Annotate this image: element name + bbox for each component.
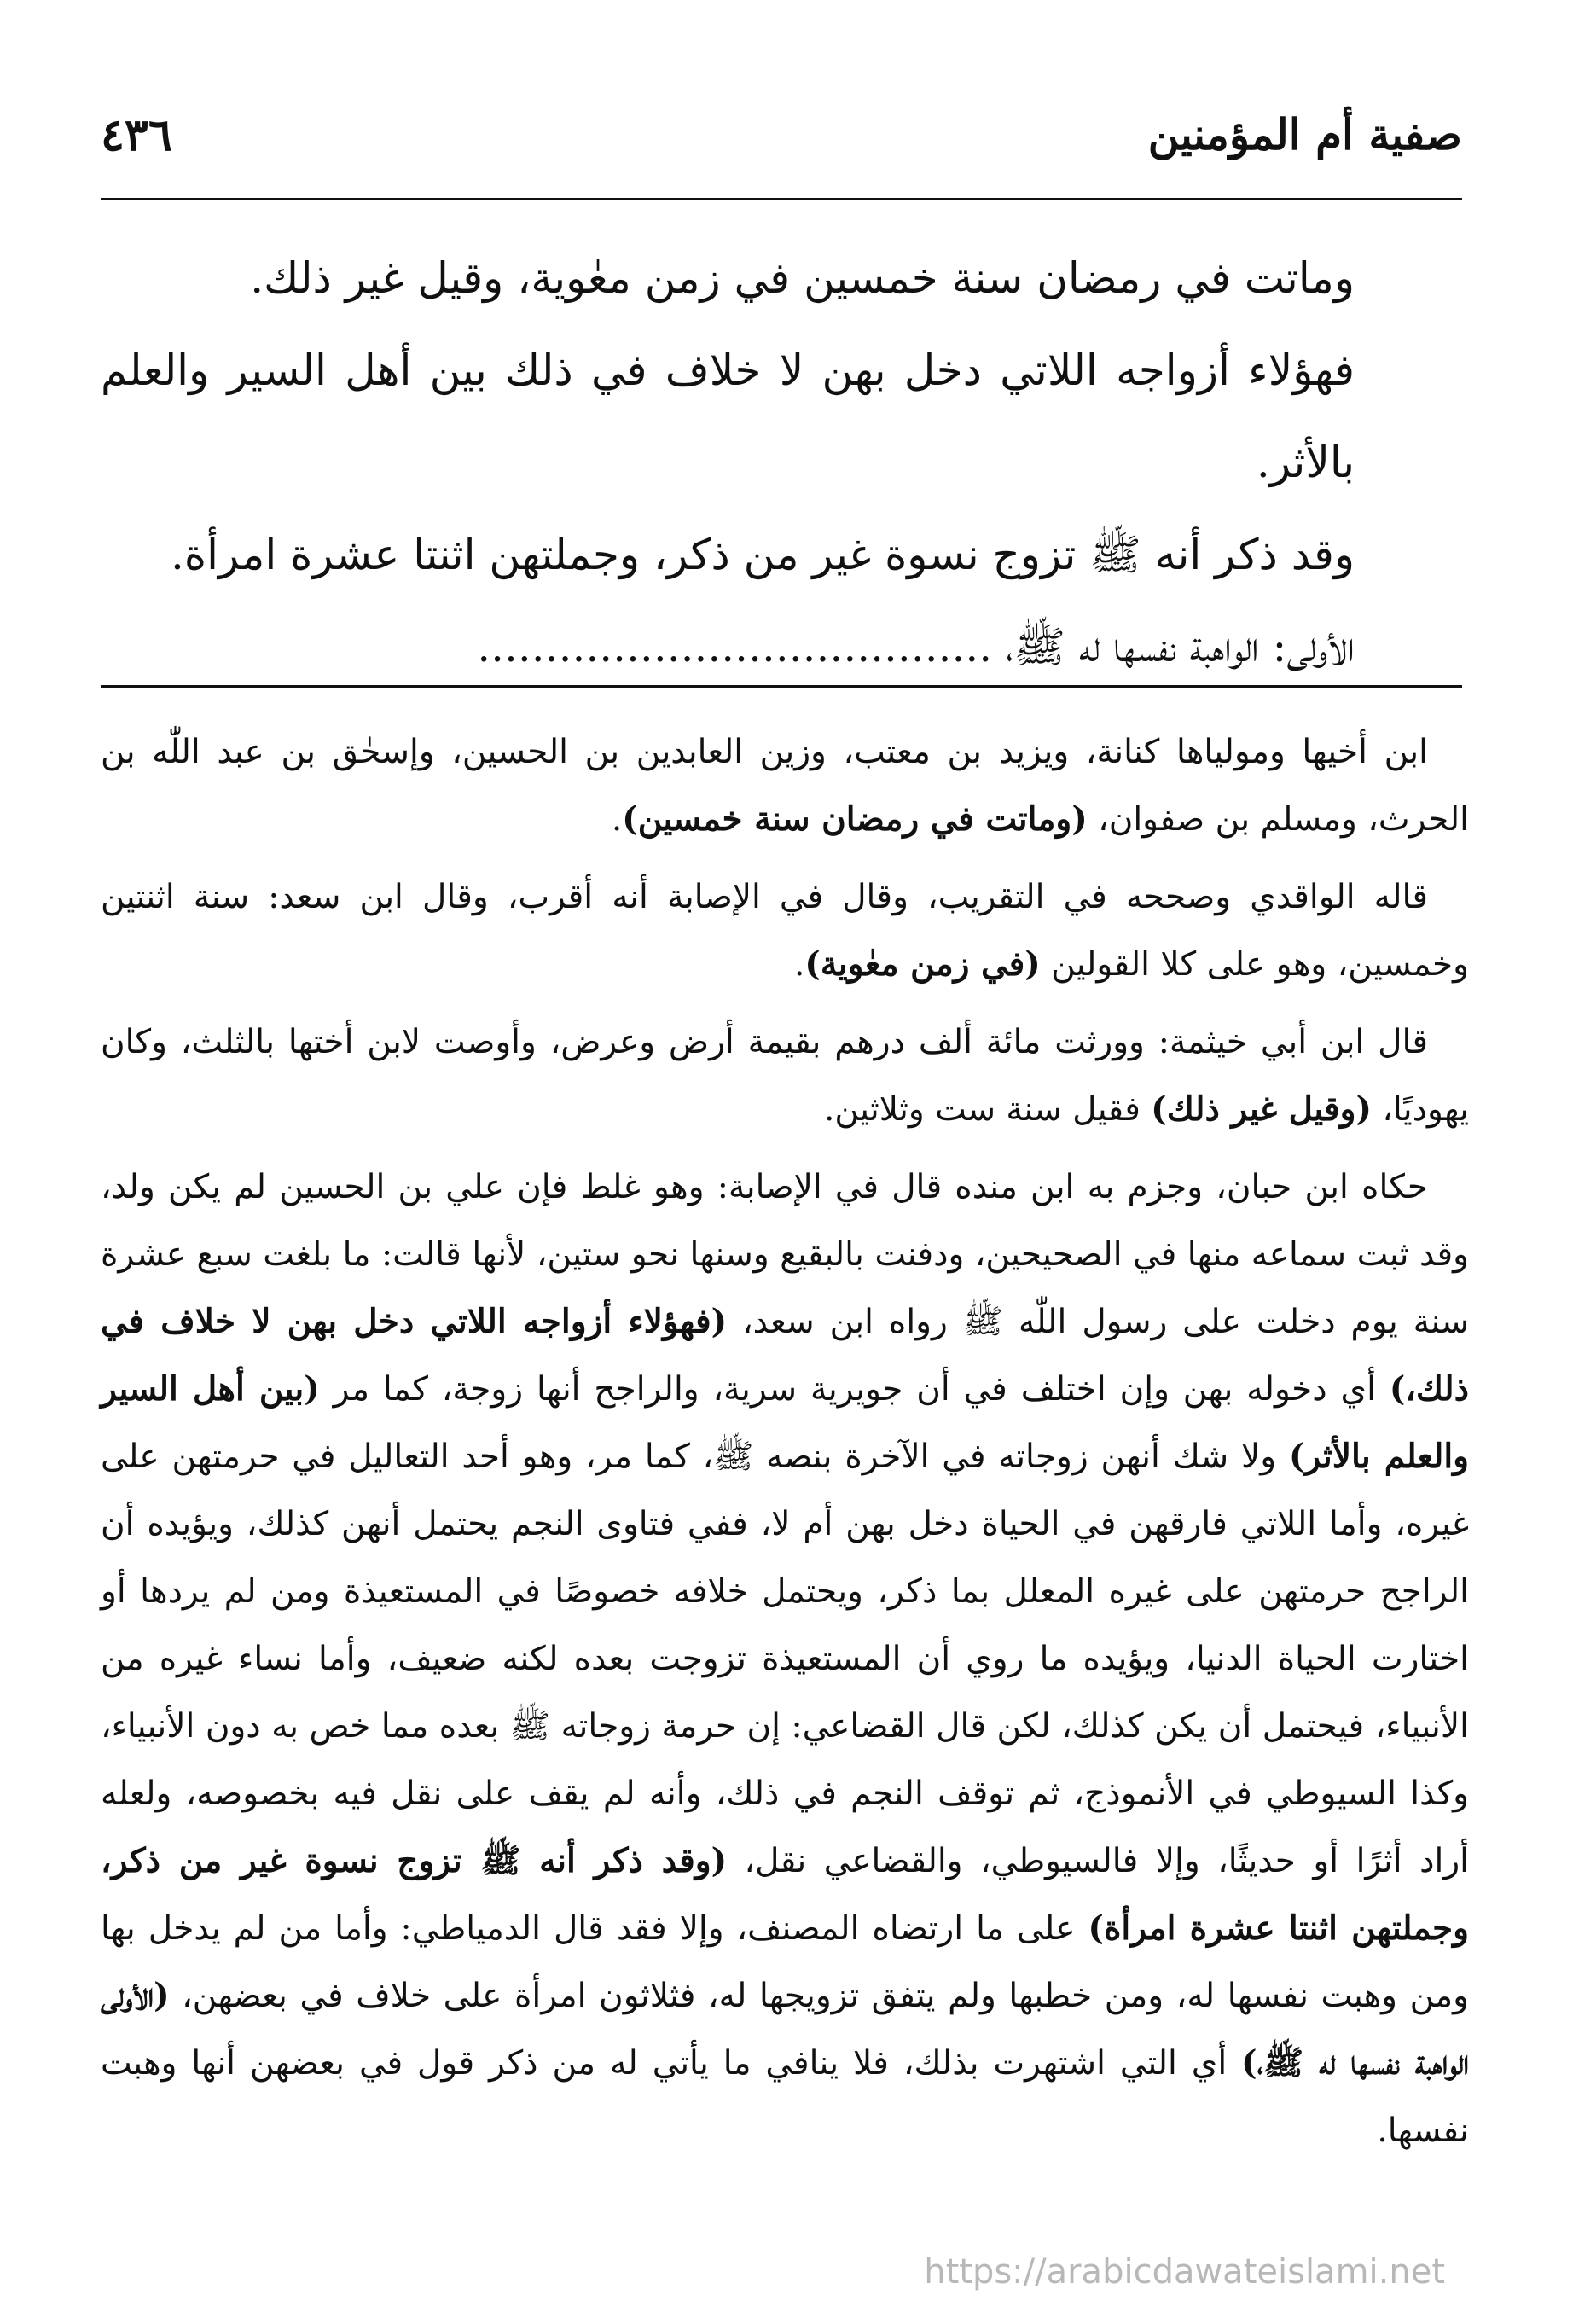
main-paragraph: وماتت في رمضان سنة خمسين في زمن معٰوية، وقيل غير ذلك.	[250, 253, 1355, 303]
quoted-main-text: (وقيل غير ذلك)	[1151, 1089, 1372, 1129]
commentary-segment: .	[611, 800, 623, 839]
commentary-paragraph	[101, 863, 1469, 998]
quoted-main-text: (فهؤلاء أزواجه اللاتي دخل بهن لا خلاف في ذلك،)	[101, 1302, 1469, 1409]
commentary-segment: فقيل سنة ست وثلاثين.	[824, 1090, 1152, 1129]
main-paragraph: فهؤلاء أزواجه اللاتي دخل بهن لا خلاف في ذلك بين أهل السير والعلم بالأثر.	[101, 346, 1355, 487]
commentary-segment: ولا شك أنهن زوجاته في الآخرة بنصه ﷺ، كما مر، وهو أحد التعاليل في حرمتهن على غيره، وأما اللاتي فارقهن في الحياة دخل بهن أم لا، ففي فتاوى النجم يحتمل أنهن كذلك، ويؤيده أن الراجح حرمتهن على غيره المعلل بما ذكر، ويحتمل خلافه خصوصًا في المستعيذة ومن لم يردها أو اختارت الحياة الدنيا، ويؤيده ما روي أن المستعيذة تزوجت بعده لكنه ضعيف، وأما نساء غيره من الأنبياء، فيحتمل أن يكن كذلك، لكن قال القضاعي: إن حرمة زوجاته ﷺ بعده مما خص به دون الأنبياء، وكذا السيوطي في الأنموذج، ثم توقف النجم في ذلك، وأنه لم يقف على نقل فيه بخصوصه، ولعله أراد أثرًا أو حديثًا، وإلا فالسيوطي، والقضاعي نقل،	[101, 1438, 1469, 1880]
watermark-url: https://arabicdawateislami.net	[924, 2252, 1445, 2292]
commentary-segment: قال ابن أبي خيثمة: وورثت مائة ألف درهم بقيمة أرض وعرض، وأوصت لابن أختها بالثلث، وكان يهوديًا،	[101, 1023, 1469, 1129]
commentary-segment: أي التي اشتهرت بذلك، فلا ينافي ما يأتي له من ذكر قول في بعضهن أنها وهبت نفسها.	[101, 2044, 1469, 2150]
running-title: صفية أم المؤمنين	[1147, 109, 1462, 160]
quoted-main-text: (بين أهل السير والعلم بالأثر)	[101, 1369, 1469, 1476]
page-header	[101, 101, 1462, 177]
main-text	[101, 232, 1355, 693]
header-rule	[101, 198, 1462, 200]
page-number: ٤٣٦	[101, 109, 172, 161]
commentary-segment: ابن أخيها ومولياها كنانة، ويزيد بن معتب، وزين العابدين بن الحسين، وإسحٰق بن عبد اللّٰه بن الحرث، ومسلم بن صفوان،	[101, 733, 1469, 839]
main-paragraph: وقد ذكر أنه ﷺ تزوج نسوة غير من ذكر، وجملتهن اثنتا عشرة امرأة.	[170, 530, 1355, 579]
commentary-paragraph	[101, 1153, 1469, 2164]
text-separator-rule	[101, 685, 1462, 688]
commentary-segment: حكاه ابن حبان، وجزم به ابن منده قال في الإصابة: وهو غلط فإن علي بن الحسين لم يكن ولد، وقد ثبت سماعه منها في الصحيحين، ودفنت بالبقيع وسنها نحو ستين، لأنها قالت: ما بلغت سبع عشرة سنة يوم دخلت على رسول اللّٰه ﷺ رواه ابن سعد،	[101, 1168, 1469, 1341]
commentary-segment: قاله الواقدي وصححه في التقريب، وقال في الإصابة أنه أقرب، وقال ابن سعد: سنة اثنتين وخمسين، وهو على كلا القولين	[101, 878, 1469, 984]
quoted-main-text: (في زمن معٰوية)	[804, 944, 1041, 984]
commentary-text	[101, 718, 1469, 2175]
commentary-paragraph	[101, 718, 1469, 853]
commentary-segment: على ما ارتضاه المصنف، وإلا فقد قال الدمياطي: وأما من لم يدخل بها ومن وهبت نفسها له، ومن خطبها ولم يتفق تزويجها له، فثلاثون امرأة على خلاف في بعضهن،	[101, 1909, 1469, 2015]
quoted-main-text: (وقد ذكر أنه ﷺ تزوج نسوة غير من ذكر، وجملتهن اثنتا عشرة امرأة)	[101, 1841, 1469, 1948]
commentary-segment: أي دخوله بهن وإن اختلف في أن جويرية سرية، والراجح أنها زوجة، كما مر	[319, 1370, 1390, 1409]
commentary-segment: .	[794, 945, 805, 984]
commentary-paragraph	[101, 1008, 1469, 1143]
main-paragraph: الأولى: الواهبة نفسها له ﷺ، ......................................	[477, 622, 1355, 671]
quoted-main-text: (وماتت في رمضان سنة خمسين)	[622, 799, 1088, 839]
quoted-main-text: (الأولى الواهبة نفسها له ﷺ،)	[101, 1976, 1469, 2083]
